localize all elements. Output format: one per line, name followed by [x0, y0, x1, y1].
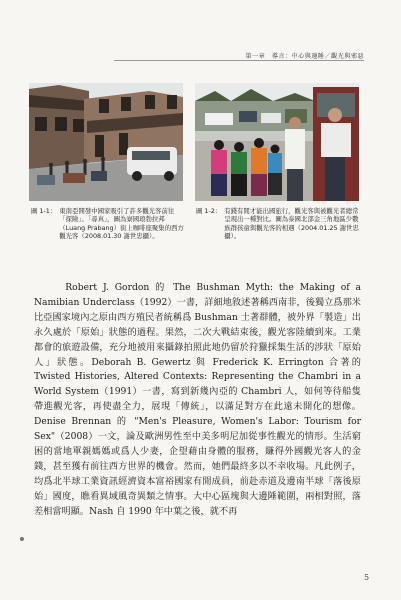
- body-paragraph: Robert J. Gordon 的 The Bushman Myth: the Making of a Namibian Underclass（1992）一書，詳細地敘述著稱西南非，後獨立爲那米比亞國家境內之原由西方殖民者統稱爲 Bushman 土著群體，被外界「製造」出永久處於「原始」狀態的過程。果然，二次大戰結束後，觀光客陸續到來。工業都會的旅遊設備，充分地被用來攝錄拍照此地仍留於狩獵採集生活的涉狀「原始人」狀態。Deborah B. Gewertz 與 Frederick K. Errington 合著的 Twisted Histories, Altered Contexts: Representing the Chambri in a World System（1991）一書，寫到新幾內亞的 Chambri 人，如何等待船隻帶進觀光客，再使盡全力，展現「傳統」，以滿足對方在此遠未開化的想像。Denise Brennan 的 "Men's Pleasure, Women's Labor: Tourism for Sex"（2008）一文，論及歐洲男性至中美多明尼加從事性觀光的情形。生活窮困的當地單親媽媽或爲人少妻，企望藉由身體的服務，賺得外國觀光客人的金錢，甚至獲有前往西方世界的機會。然而，她們最終多以不幸收場。凡此例子，均爲北半球工業資訊經濟資本富裕國家有閒成員，前赴赤道及邊南半球「落後原始」國度，瞧看異域風奇異類之情事。大中心區塊與大邊陲範圍，兩相對照，落差相當明顯。Nash 自 1990 年中葉之後，就不再: [34, 282, 361, 517]
- figure-caption-text-1: 東南亞開發中國家吸引了許多觀光客前往「探險」、「尋真」，圖為寮國琅勃拉邦（Luang Prabang）街上咖啡座聚集的西方觀光客（2008.01.30 謝世忠攝）。: [59, 207, 184, 241]
- header-rule: [114, 60, 364, 61]
- figure-caption-text-2: 有錢有閒才能出國旅行，觀光客與被觀光者總常呈現出一種對比。圖為泰國北部金三角地區少數族群孩童與觀光客的相遇（2004.01.25 謝世忠攝）。: [224, 207, 359, 241]
- photo-street-cafe: [29, 83, 183, 201]
- scan-speck: [20, 537, 24, 541]
- photo-children-tourists: [195, 83, 359, 201]
- page-number: 5: [364, 573, 370, 582]
- figure-caption-1: [31, 207, 185, 241]
- figure-label-2: 圖 1-2：: [196, 207, 222, 215]
- figure-caption-2: [196, 207, 359, 241]
- figure-label-1: 圖 1-1：: [31, 207, 57, 215]
- body-text: [34, 281, 361, 520]
- running-head: 第一章 導言：中心與邊陲／觀光與邪惡: [245, 53, 364, 60]
